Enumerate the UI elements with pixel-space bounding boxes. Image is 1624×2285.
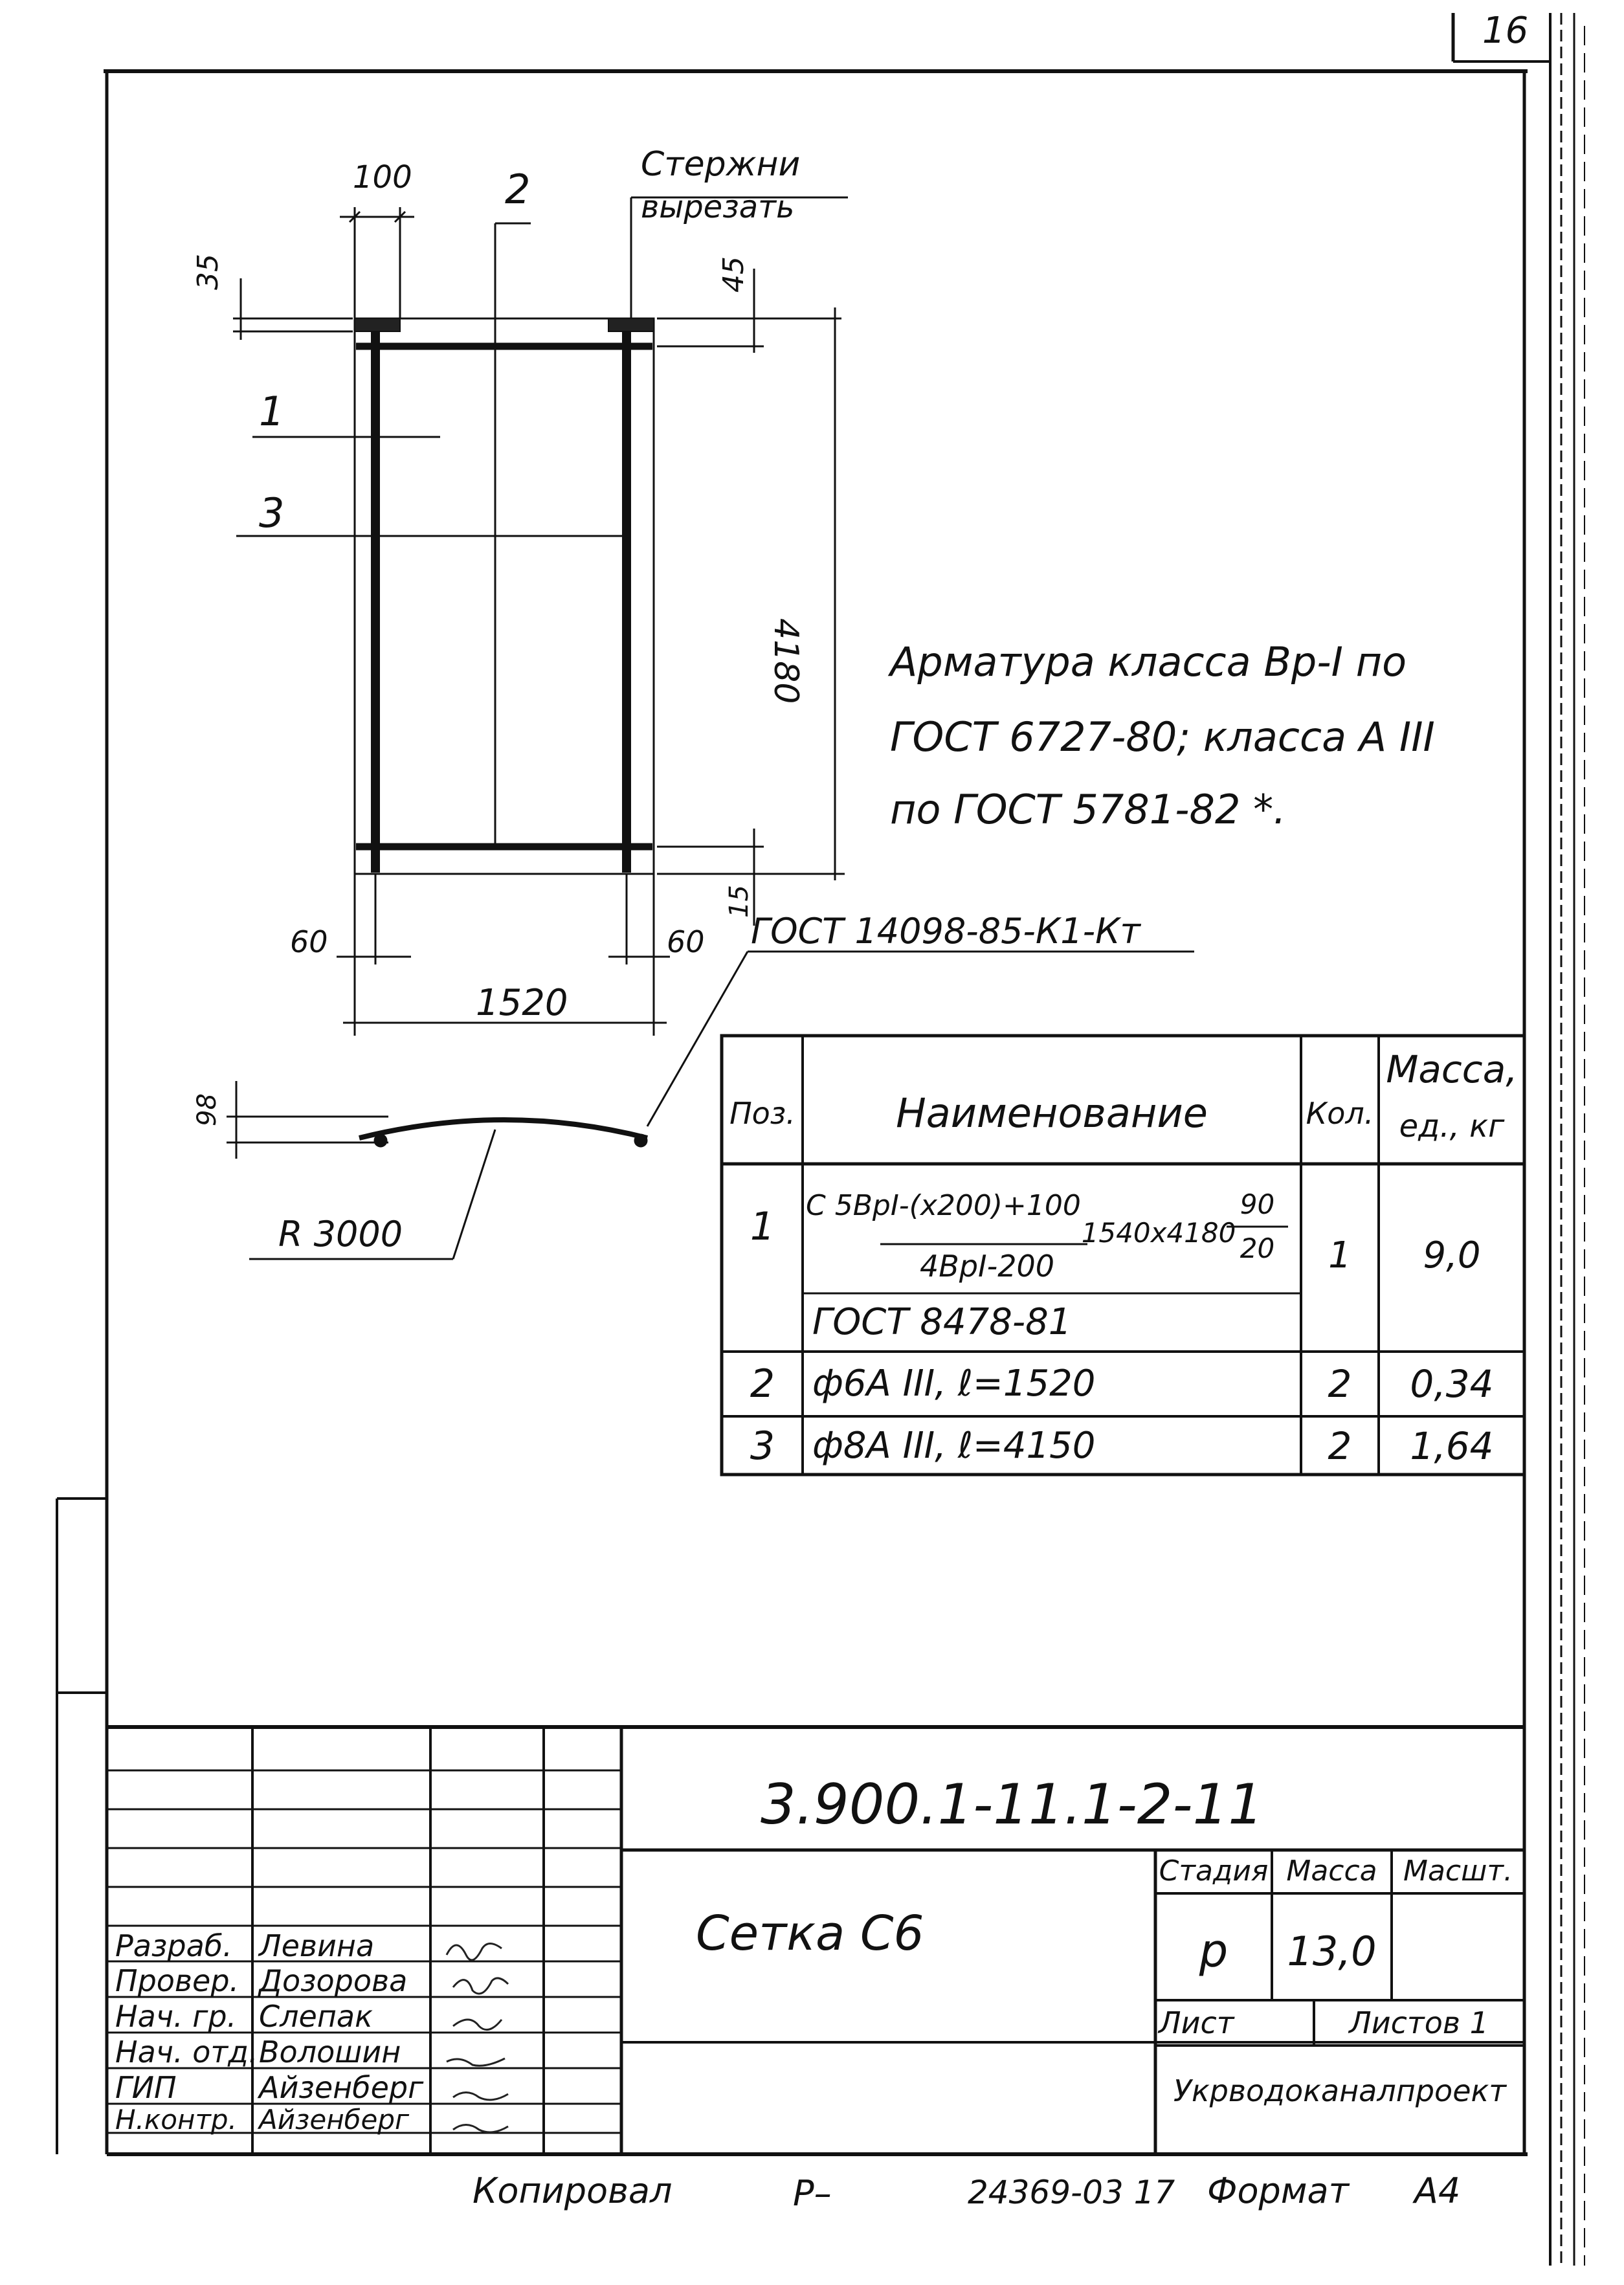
header-name: Наименование xyxy=(896,1089,1208,1137)
copied-label: Копировал xyxy=(473,2170,673,2211)
dim-15: 15 xyxy=(724,885,754,918)
format-value: А4 xyxy=(1414,2170,1461,2211)
row1-frac-top: 90 xyxy=(1240,1188,1275,1220)
dim-98: 98 xyxy=(192,1093,222,1126)
row1-name-top: С 5ВрI-(x200)+100 xyxy=(806,1188,1081,1222)
row1-dims: 1540x4180 xyxy=(1081,1216,1236,1249)
dim-100: 100 xyxy=(353,159,412,195)
dim-60-left: 60 xyxy=(290,924,328,959)
weld-gost-reference: ГОСТ 14098-85-К1-Кт xyxy=(751,911,1140,952)
document-code: 3.900.1-11.1-2-11 xyxy=(761,1772,1263,1837)
role-3: Нач. гр. xyxy=(115,1999,237,2034)
row1-name-bottom: 4ВрI-200 xyxy=(920,1248,1054,1284)
copied-sign: Р– xyxy=(793,2173,832,2214)
format-label: Формат xyxy=(1207,2170,1350,2211)
sheets-label: Листов 1 xyxy=(1349,2005,1489,2040)
position-1-marker: 1 xyxy=(259,388,285,435)
sheet-number: 16 xyxy=(1482,10,1529,52)
organization: Укрводоканалпроект xyxy=(1173,2073,1507,2108)
sheet-label: Лист xyxy=(1159,2005,1234,2040)
role-5: ГИП xyxy=(115,2070,177,2105)
stage-value: р xyxy=(1199,1924,1229,1978)
row1-mass: 9,0 xyxy=(1423,1234,1481,1276)
note-line-3: по ГОСТ 5781-82 *. xyxy=(890,786,1286,833)
name-3: Слепак xyxy=(259,1999,373,2034)
row3-name: ф8А III, ℓ=4150 xyxy=(812,1424,1096,1467)
role-2: Провер. xyxy=(115,1963,239,1998)
header-mass-unit: ед., кг xyxy=(1399,1108,1505,1144)
row3-pos: 3 xyxy=(750,1423,775,1469)
row2-mass: 0,34 xyxy=(1410,1361,1494,1406)
mesh-plan xyxy=(355,223,654,874)
name-5: Айзенберг xyxy=(259,2070,424,2105)
mass-value: 13,0 xyxy=(1287,1928,1377,1976)
row2-name: ф6А III, ℓ=1520 xyxy=(812,1362,1096,1405)
role-1: Разраб. xyxy=(115,1928,232,1963)
position-3-marker: 3 xyxy=(259,489,285,537)
mesh-section xyxy=(359,1120,647,1147)
header-mass: Масса, xyxy=(1386,1047,1518,1091)
name-4: Волошин xyxy=(259,2034,401,2069)
header-qty: Кол. xyxy=(1306,1095,1374,1131)
header-pos: Поз. xyxy=(729,1095,795,1131)
scale-label: Масшт. xyxy=(1403,1855,1513,1888)
item-name: Сетка С6 xyxy=(696,1906,924,1961)
row1-standard: ГОСТ 8478-81 xyxy=(812,1300,1072,1343)
dim-60-right: 60 xyxy=(667,924,705,959)
dim-35: 35 xyxy=(192,254,225,290)
dim-4180: 4180 xyxy=(766,618,805,704)
rods-cut-label-2: вырезать xyxy=(641,189,795,225)
row1-frac-bottom: 20 xyxy=(1240,1232,1275,1264)
position-2-marker: 2 xyxy=(505,166,531,213)
role-4: Нач. отд. xyxy=(115,2034,258,2069)
note-line-2: ГОСТ 6727-80; класса А III xyxy=(890,713,1435,761)
mass-label: Масса xyxy=(1286,1855,1377,1888)
row3-mass: 1,64 xyxy=(1410,1423,1494,1468)
row1-qty: 1 xyxy=(1328,1234,1351,1276)
name-2: Дозорова xyxy=(259,1963,408,1998)
dim-45: 45 xyxy=(717,256,750,293)
role-6: Н.контр. xyxy=(115,2104,237,2135)
radius-label: R 3000 xyxy=(278,1214,403,1254)
row1-pos: 1 xyxy=(750,1203,775,1249)
stage-label: Стадия xyxy=(1159,1855,1269,1888)
row2-pos: 2 xyxy=(750,1361,775,1407)
row2-qty: 2 xyxy=(1328,1361,1352,1406)
order-number: 24369-03 17 xyxy=(968,2174,1175,2211)
name-6: Айзенберг xyxy=(259,2104,410,2135)
rods-cut-label: Стержни xyxy=(641,145,801,184)
name-1: Левина xyxy=(259,1928,375,1963)
row3-qty: 2 xyxy=(1328,1423,1352,1468)
note-line-1: Арматура класса Вр-I по xyxy=(890,638,1407,686)
dim-1520: 1520 xyxy=(476,982,568,1024)
